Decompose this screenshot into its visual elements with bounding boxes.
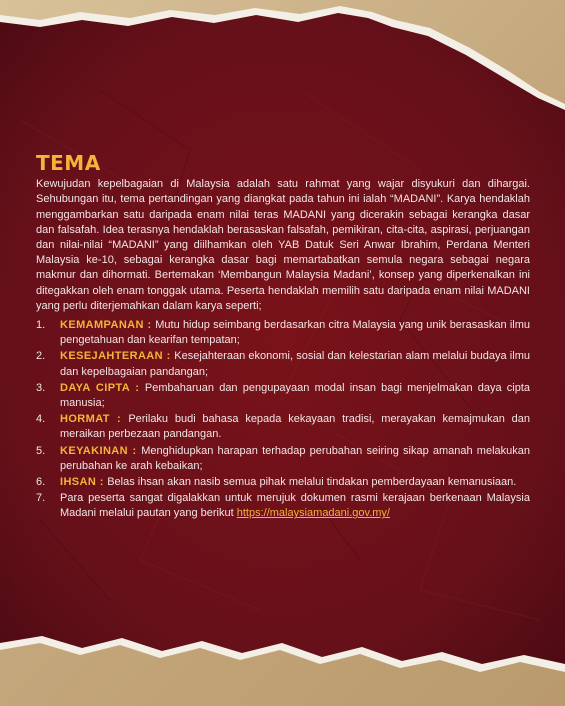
list-item xyxy=(36,412,530,442)
intro-paragraph: Kewujudan kepelbagaian di Malaysia adalah satu rahmat yang wajar disyukuri dan dihargai. Sehubungan itu, tema pertandingan yang diangkat pada tahun ini ialah “MADANI”. Karya hendaklah menggambarkan satu daripada enam nilai teras MADANI yang dicerakin sebagai kerangka dasar dan falsafah. Idea terasnya hendaklah berasaskan falsafah, pemikiran, cita-cita, aspirasi, perjuangan dan nilai-nilai “MADANI” yang diilhamkan oleh YAB Datuk Seri Anwar Ibrahim, Perdana Menteri Malaysia ke-10, sebagai kerangka dasar bagi memartabatkan semula negara sebagai negara makmur dan dihormati. Bertemakan ‘Membangun Malaysia Madani’, konsep yang diperkenalkan ini ditegakkan oleh enam tonggak utama. Peserta hendaklah memilih satu daripada enam nilai MADANI yang perlu diterjemahkan dalam karya seperti; xyxy=(36,178,530,312)
list-item xyxy=(36,444,530,474)
value-description: Mutu hidup seimbang berdasarkan citra Malaysia yang unik berasaskan ilmu pengetahuan dan kearifan tempatan; xyxy=(60,319,530,347)
value-separator: : xyxy=(143,319,156,332)
madani-values-list xyxy=(36,318,530,522)
value-description: Perilaku budi bahasa kepada kekayaan tradisi, merayakan kemajmukan dan meraikan perbezaan pandangan. xyxy=(60,413,530,441)
list-item-closing xyxy=(36,491,530,521)
tema-section xyxy=(36,151,530,523)
list-item xyxy=(36,349,530,379)
value-description: Kesejahteraan ekonomi, sosial dan kelestarian alam melalui budaya ilmu dan kepelbagaian pandangan; xyxy=(60,350,530,378)
section-title: TEMA xyxy=(36,151,101,175)
value-description: Belas ihsan akan nasib semua pihak melalui tindakan pemberdayaan kemanusiaan. xyxy=(107,476,517,489)
value-separator: : xyxy=(96,476,108,489)
value-separator: : xyxy=(129,381,145,394)
list-item xyxy=(36,318,530,348)
list-number: 2. xyxy=(36,350,46,363)
value-keyword: KEYAKINAN xyxy=(60,444,128,457)
value-separator: : xyxy=(163,350,175,363)
list-number: 6. xyxy=(36,476,46,489)
value-keyword: KESEJAHTERAAN xyxy=(60,350,163,363)
list-item xyxy=(36,381,530,411)
value-keyword: DAYA CIPTA xyxy=(60,381,130,394)
value-keyword: IHSAN xyxy=(60,476,97,489)
list-item xyxy=(36,475,530,490)
value-description: Pembaharuan dan pengupayaan modal insan bagi menjelmakan daya cipta manusia; xyxy=(60,381,530,410)
list-number: 3. xyxy=(36,381,46,394)
madani-website-link[interactable]: https://malaysiamadani.gov.my/ xyxy=(236,507,390,520)
list-number: 7. xyxy=(36,492,46,505)
value-keyword: HORMAT xyxy=(60,413,110,426)
list-number: 4. xyxy=(36,413,46,426)
list-number: 5. xyxy=(36,444,46,457)
list-number: 1. xyxy=(36,319,46,332)
value-separator: : xyxy=(127,444,142,457)
closing-text: Para peserta sangat digalakkan untuk merujuk dokumen rasmi kerajaan berkenaan Malaysia Madani melalui pautan yang berikut xyxy=(60,492,530,520)
value-keyword: KEMAMPANAN xyxy=(60,319,144,332)
value-separator: : xyxy=(109,413,129,426)
value-description: Menghidupkan harapan terhadap perubahan seiring sikap amanah melakukan perubahan ke arah kebaikan; xyxy=(60,444,530,472)
